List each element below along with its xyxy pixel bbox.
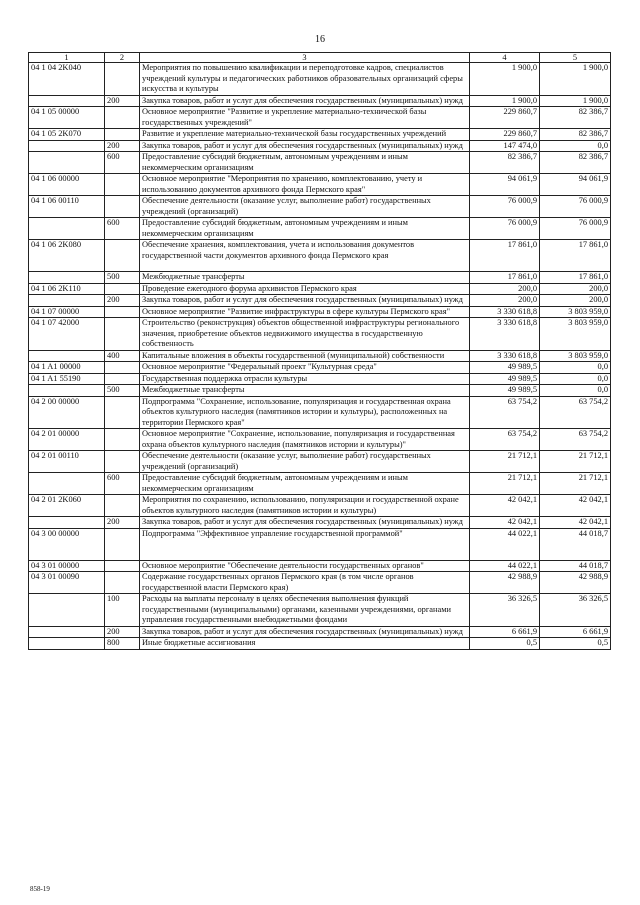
cell-amount-2: 63 754,2 [540, 396, 611, 429]
cell-name: Закупка товаров, работ и услуг для обеспечения государственных (муниципальных) нужд [140, 626, 470, 638]
cell-code: 04 2 01 00000 [29, 429, 105, 451]
cell-amount-2: 42 042,1 [540, 517, 611, 529]
cell-amount-1: 42 042,1 [470, 495, 540, 517]
cell-code [29, 272, 105, 284]
cell-amount-1: 76 000,9 [470, 218, 540, 240]
table-header [29, 53, 611, 63]
cell-expense-type [105, 63, 140, 96]
table-row [29, 594, 611, 627]
cell-amount-2: 0,0 [540, 373, 611, 385]
table-row [29, 107, 611, 129]
cell-amount-1: 21 712,1 [470, 473, 540, 495]
cell-expense-type [105, 107, 140, 129]
table-row [29, 528, 611, 560]
cell-amount-1: 200,0 [470, 283, 540, 295]
cell-amount-1: 44 022,1 [470, 528, 540, 560]
table-row [29, 626, 611, 638]
cell-expense-type [105, 174, 140, 196]
table-row [29, 306, 611, 318]
table-row [29, 362, 611, 374]
cell-amount-2: 17 861,0 [540, 240, 611, 272]
cell-code: 04 1 06 2K080 [29, 240, 105, 272]
table-row [29, 572, 611, 594]
cell-code: 04 1 06 00110 [29, 196, 105, 218]
page-number: 16 [315, 34, 325, 45]
cell-amount-2: 200,0 [540, 283, 611, 295]
table-row [29, 152, 611, 174]
cell-code: 04 2 01 2K060 [29, 495, 105, 517]
cell-name: Предоставление субсидий бюджетным, автономным учреждениям и иным некоммерческим организациям [140, 152, 470, 174]
cell-amount-2: 6 661,9 [540, 626, 611, 638]
cell-amount-1: 0,5 [470, 638, 540, 650]
table-row [29, 283, 611, 295]
cell-name: Предоставление субсидий бюджетным, автономным учреждениям и иным некоммерческим организациям [140, 218, 470, 240]
cell-name: Предоставление субсидий бюджетным, автономным учреждениям и иным некоммерческим организациям [140, 473, 470, 495]
cell-amount-1: 44 022,1 [470, 560, 540, 572]
cell-name: Обеспечение деятельности (оказание услуг, выполнение работ) государственных учреждений (организаций) [140, 196, 470, 218]
cell-expense-type: 200 [105, 295, 140, 307]
cell-name: Подпрограмма "Эффективное управление государственной программой" [140, 528, 470, 560]
cell-name: Межбюджетные трансферты [140, 272, 470, 284]
cell-expense-type: 200 [105, 517, 140, 529]
cell-code [29, 95, 105, 107]
cell-amount-1: 229 860,7 [470, 107, 540, 129]
cell-amount-2: 3 803 959,0 [540, 318, 611, 351]
cell-expense-type [105, 528, 140, 560]
cell-code [29, 473, 105, 495]
cell-name: Мероприятия по сохранению, использованию, популяризации и государственной охране объектов культурного наследия (памятников истории и культуры) [140, 495, 470, 517]
cell-expense-type [105, 560, 140, 572]
table-row [29, 318, 611, 351]
cell-code [29, 218, 105, 240]
cell-amount-1: 49 989,5 [470, 385, 540, 397]
cell-expense-type [105, 396, 140, 429]
cell-code: 04 1 07 00000 [29, 306, 105, 318]
cell-code [29, 295, 105, 307]
cell-amount-1: 3 330 618,8 [470, 318, 540, 351]
cell-expense-type: 200 [105, 95, 140, 107]
footer-code: 858-19 [30, 885, 50, 893]
cell-code [29, 594, 105, 627]
cell-amount-1: 63 754,2 [470, 429, 540, 451]
cell-name: Закупка товаров, работ и услуг для обеспечения государственных (муниципальных) нужд [140, 295, 470, 307]
table-row [29, 129, 611, 141]
cell-amount-2: 44 018,7 [540, 528, 611, 560]
cell-amount-2: 36 326,5 [540, 594, 611, 627]
cell-amount-2: 0,5 [540, 638, 611, 650]
table-row [29, 63, 611, 96]
cell-amount-1: 49 989,5 [470, 362, 540, 374]
cell-name: Развитие и укрепление материально-технической базы государственных учреждений [140, 129, 470, 141]
table-row [29, 373, 611, 385]
cell-name: Межбюджетные трансферты [140, 385, 470, 397]
cell-name: Содержание государственных органов Пермского края (в том числе органов государственной власти Пермского края) [140, 572, 470, 594]
cell-code: 04 3 01 00090 [29, 572, 105, 594]
cell-amount-1: 42 042,1 [470, 517, 540, 529]
cell-amount-2: 82 386,7 [540, 107, 611, 129]
cell-name: Основное мероприятие "Федеральный проект "Культурная среда" [140, 362, 470, 374]
table-row [29, 295, 611, 307]
cell-name: Закупка товаров, работ и услуг для обеспечения государственных (муниципальных) нужд [140, 140, 470, 152]
cell-name: Подпрограмма "Сохранение, использование, популяризация и государственная охрана объектов культурного наследия (памятников истории и культуры), расположенных на территории Пермского края" [140, 396, 470, 429]
cell-amount-2: 1 900,0 [540, 63, 611, 96]
cell-amount-1: 3 330 618,8 [470, 350, 540, 362]
header-col-2: 2 [105, 53, 140, 63]
table-row [29, 174, 611, 196]
cell-amount-2: 200,0 [540, 295, 611, 307]
cell-name: Закупка товаров, работ и услуг для обеспечения государственных (муниципальных) нужд [140, 517, 470, 529]
table-row [29, 517, 611, 529]
cell-name: Закупка товаров, работ и услуг для обеспечения государственных (муниципальных) нужд [140, 95, 470, 107]
header-col-3: 3 [140, 53, 470, 63]
budget-table [28, 52, 611, 650]
cell-amount-2: 21 712,1 [540, 451, 611, 473]
cell-expense-type [105, 572, 140, 594]
table-row [29, 140, 611, 152]
cell-expense-type: 200 [105, 140, 140, 152]
table-row [29, 560, 611, 572]
cell-code: 04 1 A1 00000 [29, 362, 105, 374]
cell-amount-1: 94 061,9 [470, 174, 540, 196]
cell-expense-type [105, 451, 140, 473]
cell-code [29, 517, 105, 529]
cell-amount-2: 0,0 [540, 385, 611, 397]
cell-expense-type: 200 [105, 626, 140, 638]
cell-amount-2: 3 803 959,0 [540, 350, 611, 362]
cell-name: Государственная поддержка отрасли культуры [140, 373, 470, 385]
cell-amount-1: 76 000,9 [470, 196, 540, 218]
cell-code [29, 385, 105, 397]
cell-code [29, 350, 105, 362]
table-row [29, 350, 611, 362]
table-row [29, 272, 611, 284]
cell-code [29, 140, 105, 152]
cell-expense-type: 600 [105, 152, 140, 174]
header-col-5: 5 [540, 53, 611, 63]
cell-amount-1: 17 861,0 [470, 240, 540, 272]
cell-expense-type [105, 129, 140, 141]
cell-amount-1: 1 900,0 [470, 95, 540, 107]
cell-expense-type: 800 [105, 638, 140, 650]
cell-expense-type: 600 [105, 218, 140, 240]
table-row [29, 429, 611, 451]
cell-amount-1: 3 330 618,8 [470, 306, 540, 318]
cell-amount-2: 17 861,0 [540, 272, 611, 284]
cell-name: Обеспечение хранения, комплектования, учета и использования документов государственной части документов архивного фонда Пермского края [140, 240, 470, 272]
table-body [29, 63, 611, 650]
cell-code: 04 1 06 00000 [29, 174, 105, 196]
cell-amount-1: 200,0 [470, 295, 540, 307]
cell-amount-1: 229 860,7 [470, 129, 540, 141]
cell-amount-1: 63 754,2 [470, 396, 540, 429]
header-col-1: 1 [29, 53, 105, 63]
cell-code [29, 626, 105, 638]
cell-code: 04 3 01 00000 [29, 560, 105, 572]
cell-amount-1: 1 900,0 [470, 63, 540, 96]
cell-code: 04 1 A1 55190 [29, 373, 105, 385]
cell-expense-type: 100 [105, 594, 140, 627]
header-col-4: 4 [470, 53, 540, 63]
cell-amount-1: 82 386,7 [470, 152, 540, 174]
table-row [29, 385, 611, 397]
cell-name: Основное мероприятие "Мероприятия по хранению, комплектованию, учету и использованию документов архивного фонда Пермского края" [140, 174, 470, 196]
cell-code: 04 3 00 00000 [29, 528, 105, 560]
cell-name: Обеспечение деятельности (оказание услуг, выполнение работ) государственных учреждений (организаций) [140, 451, 470, 473]
cell-amount-2: 42 988,9 [540, 572, 611, 594]
cell-name: Капитальные вложения в объекты государственной (муниципальной) собственности [140, 350, 470, 362]
table-row [29, 495, 611, 517]
cell-code: 04 1 04 2K040 [29, 63, 105, 96]
cell-amount-2: 0,0 [540, 140, 611, 152]
table-row [29, 95, 611, 107]
budget-table-container [28, 52, 610, 650]
cell-expense-type [105, 373, 140, 385]
table-row [29, 451, 611, 473]
cell-name: Иные бюджетные ассигнования [140, 638, 470, 650]
table-row [29, 473, 611, 495]
cell-name: Строительство (реконструкция) объектов общественной инфраструктуры регионального значения, приобретение объектов недвижимого имущества в государственную собственность [140, 318, 470, 351]
cell-expense-type [105, 429, 140, 451]
cell-amount-1: 49 989,5 [470, 373, 540, 385]
cell-name: Основное мероприятие "Развитие инфраструктуры в сфере культуры Пермского края" [140, 306, 470, 318]
cell-code: 04 1 06 2K110 [29, 283, 105, 295]
cell-name: Основное мероприятие "Развитие и укрепление материально-технической базы государственных учреждений" [140, 107, 470, 129]
cell-code [29, 152, 105, 174]
cell-amount-1: 17 861,0 [470, 272, 540, 284]
cell-expense-type [105, 495, 140, 517]
cell-amount-2: 76 000,9 [540, 218, 611, 240]
cell-amount-2: 63 754,2 [540, 429, 611, 451]
cell-amount-2: 76 000,9 [540, 196, 611, 218]
cell-amount-2: 1 900,0 [540, 95, 611, 107]
cell-expense-type: 600 [105, 473, 140, 495]
cell-amount-1: 36 326,5 [470, 594, 540, 627]
cell-expense-type [105, 283, 140, 295]
cell-code: 04 2 01 00110 [29, 451, 105, 473]
cell-expense-type [105, 240, 140, 272]
table-row [29, 196, 611, 218]
cell-code: 04 2 00 00000 [29, 396, 105, 429]
cell-name: Основное мероприятие "Сохранение, использование, популяризация и государственная охрана объектов культурного наследия (памятников истории и культуры)" [140, 429, 470, 451]
cell-amount-2: 21 712,1 [540, 473, 611, 495]
cell-amount-1: 6 661,9 [470, 626, 540, 638]
cell-expense-type [105, 306, 140, 318]
cell-amount-2: 94 061,9 [540, 174, 611, 196]
cell-amount-2: 3 803 959,0 [540, 306, 611, 318]
cell-amount-2: 44 018,7 [540, 560, 611, 572]
cell-amount-2: 42 042,1 [540, 495, 611, 517]
cell-expense-type: 500 [105, 272, 140, 284]
table-row [29, 240, 611, 272]
cell-expense-type [105, 196, 140, 218]
cell-amount-1: 42 988,9 [470, 572, 540, 594]
cell-amount-2: 0,0 [540, 362, 611, 374]
cell-code: 04 1 05 00000 [29, 107, 105, 129]
cell-expense-type: 500 [105, 385, 140, 397]
cell-name: Проведение ежегодного форума архивистов Пермского края [140, 283, 470, 295]
cell-amount-2: 82 386,7 [540, 152, 611, 174]
cell-code [29, 638, 105, 650]
cell-amount-1: 21 712,1 [470, 451, 540, 473]
cell-expense-type: 400 [105, 350, 140, 362]
table-row [29, 638, 611, 650]
cell-code: 04 1 05 2K070 [29, 129, 105, 141]
table-row [29, 396, 611, 429]
cell-name: Основное мероприятие "Обеспечение деятельности государственных органов" [140, 560, 470, 572]
cell-code: 04 1 07 42000 [29, 318, 105, 351]
cell-name: Расходы на выплаты персоналу в целях обеспечения выполнения функций государственными (муниципальными) органами, казенными учреждениями, органами управления государственными внебюджетными фондами [140, 594, 470, 627]
cell-expense-type [105, 318, 140, 351]
cell-expense-type [105, 362, 140, 374]
cell-amount-2: 82 386,7 [540, 129, 611, 141]
cell-name: Мероприятия по повышению квалификации и переподготовке кадров, специалистов учреждений культуры и педагогических работников образовательных организаций сферы искусства и культуры [140, 63, 470, 96]
table-row [29, 218, 611, 240]
cell-amount-1: 147 474,0 [470, 140, 540, 152]
